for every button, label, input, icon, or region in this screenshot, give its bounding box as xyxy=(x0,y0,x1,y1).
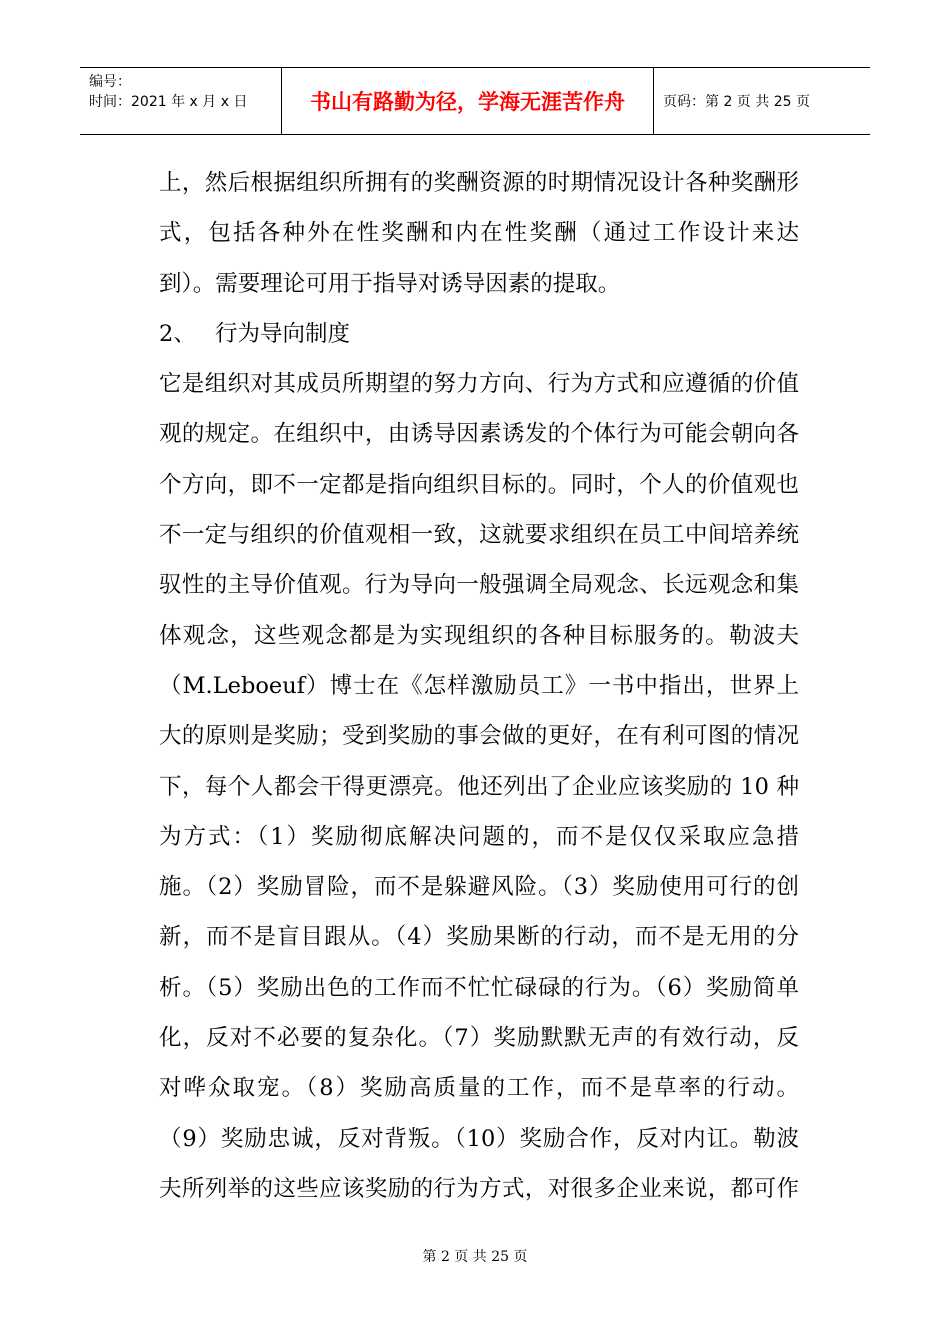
paragraph-line: 它是组织对其成员所期望的努力方向、行为方式和应遵循的价值 xyxy=(159,371,799,398)
paragraph-line: 新，而不是盲目跟从。（4）奖励果断的行动，而不是无用的分 xyxy=(159,924,799,951)
paragraph-line: 个方向，即不一定都是指向组织目标的。同时，个人的价值观也 xyxy=(159,471,799,498)
paragraph-line: 体观念，这些观念都是为实现组织的各种目标服务的。勒波夫 xyxy=(159,622,799,649)
body-line: 式，包括各种外在性奖酬和内在性奖酬（通过工作设计来达 xyxy=(159,220,799,247)
paragraph-line: 为方式：（1）奖励彻底解决问题的，而不是仅仅采取应急措 xyxy=(159,823,799,850)
section-heading-text: 行为导向制度 xyxy=(215,320,351,347)
paragraph-line: 析。（5）奖励出色的工作而不忙忙碌碌的行为。（6）奖励简单 xyxy=(159,974,799,1001)
body-line: 到）。需要理论可用于指导对诱导因素的提取。 xyxy=(159,270,621,297)
header-page-label: 页码：第 2 页 共 25 页 xyxy=(663,94,810,110)
document-date-label: 时间：2021 年 x 月 x 日 xyxy=(89,94,248,110)
paragraph-line: 下，每个人都会干得更漂亮。他还列出了企业应该奖励的 10 种 xyxy=(159,773,799,800)
document-number-label: 编号： xyxy=(89,74,131,90)
page-footer xyxy=(0,1246,950,1266)
header-meta xyxy=(80,68,282,134)
header-motto: 书山有路勤为径，学海无涯苦作舟 xyxy=(310,90,625,114)
paragraph-line: 观的规定。在组织中，由诱导因素诱发的个体行为可能会朝向各 xyxy=(159,421,799,448)
header-page-cell xyxy=(654,68,870,134)
paragraph-line: 对哗众取宠。（8）奖励高质量的工作，而不是草率的行动。 xyxy=(159,1075,799,1102)
document-body xyxy=(159,158,799,1214)
section-heading xyxy=(159,309,799,359)
body-line: 上，然后根据组织所拥有的奖酬资源的时期情况设计各种奖酬形 xyxy=(159,170,799,196)
paragraph-line: 施。（2）奖励冒险，而不是躲避风险。（3）奖励使用可行的创 xyxy=(159,874,799,901)
paragraph-line: （M.Leboeuf）博士在《怎样激励员工》一书中指出，世界上 xyxy=(159,672,799,699)
paragraph-line: （9）奖励忠诚，反对背叛。（10）奖励合作，反对内讧。勒波 xyxy=(159,1125,799,1152)
paragraph-line: 夫所列举的这些应该奖励的行为方式，对很多企业来说，都可作 xyxy=(159,1175,799,1202)
paragraph-line: 化，反对不必要的复杂化。（7）奖励默默无声的有效行动，反 xyxy=(159,1025,799,1052)
section-heading-number: 2、 xyxy=(159,320,196,347)
paragraph-line: 大的原则是奖励；受到奖励的事会做的更好，在有利可图的情况 xyxy=(159,723,799,750)
paragraph-line: 驭性的主导价值观。行为导向一般强调全局观念、长远观念和集 xyxy=(159,572,799,599)
footer-page-number: 第 2 页 共 25 页 xyxy=(422,1249,528,1265)
page-header xyxy=(80,67,870,135)
paragraph-line: 不一定与组织的价值观相一致，这就要求组织在员工中间培养统 xyxy=(159,522,799,549)
header-motto-cell xyxy=(282,68,654,134)
